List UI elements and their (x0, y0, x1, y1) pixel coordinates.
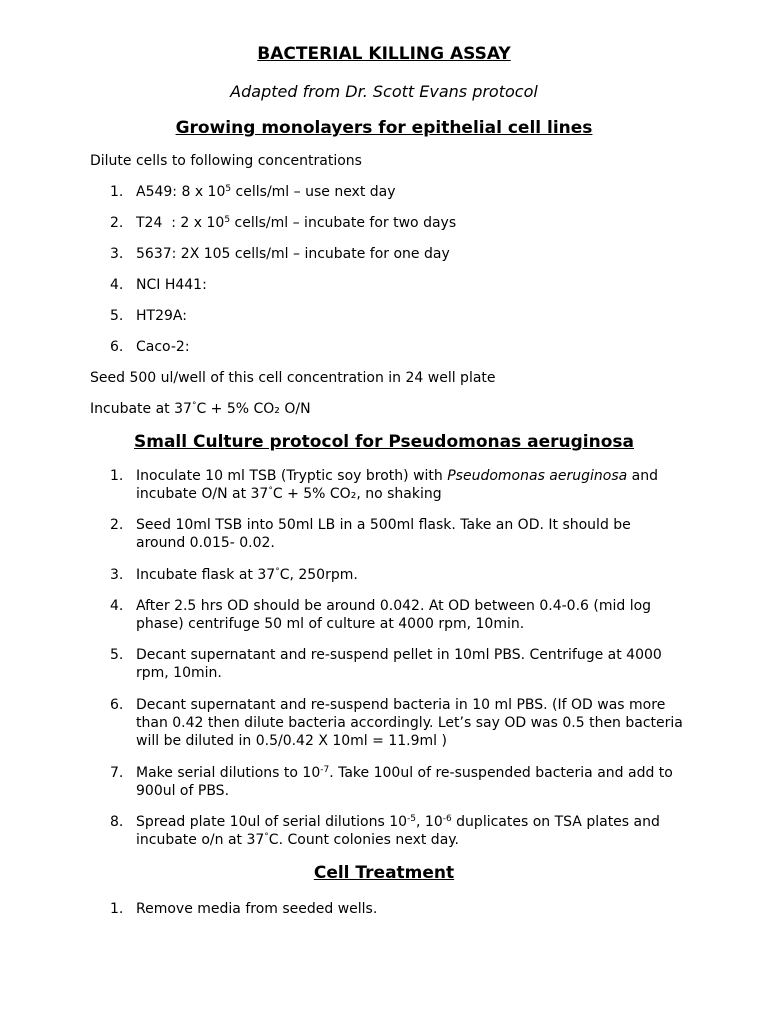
list-number: 4. (110, 277, 124, 293)
list-text: Decant supernatant and re-suspend pellet in 10ml PBS. Centrifuge at 4000 rpm, 10min. (136, 647, 662, 681)
list-text: Make serial dilutions to $10^{-7}$. Take 100ul of re-suspended bacteria and add to 900ul of PBS. (136, 765, 673, 799)
intro-text: Dilute cells to following concentrations (90, 153, 362, 169)
incubate-text: Incubate at 37°C + 5% CO₂ O/N (90, 401, 311, 417)
list-number: 2. (110, 215, 124, 231)
section-heading-monolayers: Growing monolayers for epithelial cell lines (175, 118, 593, 138)
list-number: 2. (110, 517, 124, 533)
section-heading-pseudomonas: Small Culture protocol for Pseudomonas aeruginosa (133, 432, 634, 452)
list-number: 3. (110, 567, 124, 583)
list-text: 5637: 2X 105 cells/ml – incubate for one day (136, 246, 450, 262)
seed-text: Seed 500 ul/well of this cell concentration in 24 well plate (90, 370, 496, 386)
list-text: T24 : 2 x $10^5$ cells/ml – incubate for two days (136, 215, 457, 231)
list-text: HT29A: (136, 308, 187, 324)
list-text: NCI H441: (136, 277, 207, 293)
list-text: A549: 8 x $10^5$ cells/ml – use next day (136, 184, 396, 200)
list-text: After 2.5 hrs OD should be around 0.042. At OD between 0.4-0.6 (mid log phase) centrifuge 50 ml of culture at 4000 rpm, 10min. (136, 598, 652, 632)
list-text: Seed 10ml TSB into 50ml LB in a 500ml flask. Take an OD. It should be around 0.015- 0.02. (136, 517, 631, 551)
list-text: Decant supernatant and re-suspend bacteria in 10 ml PBS. (If OD was more than 0.42 then dilute bacteria accordingly. Let’s say OD was 0.5 then bacteria will be diluted in 0.5/0.42 X 10ml = 11.9ml ) (136, 697, 683, 749)
list-number: 1. (110, 468, 124, 484)
list-number: 1. (110, 184, 124, 200)
document-subtitle: Adapted from Dr. Scott Evans protocol (230, 82, 538, 101)
list-number: 4. (110, 598, 124, 614)
list-number: 1. (110, 901, 124, 917)
list-text: Incubate flask at 37°C, 250rpm. (136, 567, 358, 583)
list-text: Remove media from seeded wells. (136, 901, 378, 917)
list-number: 5. (110, 647, 124, 663)
list-number: 6. (110, 697, 124, 713)
list-number: 7. (110, 765, 124, 781)
section-heading-cell-treatment: Cell Treatment (313, 863, 455, 883)
list-text: Spread plate 10ul of serial dilutions $10^{-5}$, $10^{-6}$ duplicates on TSA plates and incubate o/n at 37°C. Count colonies next day. (136, 814, 660, 848)
list-number: 8. (110, 814, 124, 830)
list-number: 6. (110, 339, 124, 355)
list-number: 3. (110, 246, 124, 262)
list-number: 5. (110, 308, 124, 324)
list-text: Inoculate 10 ml TSB (Tryptic soy broth) with Pseudomonas aeruginosa and incubate O/N at 37°C + 5% CO₂, no shaking (136, 468, 659, 502)
list-text: Caco-2: (136, 339, 190, 355)
document-title: BACTERIAL KILLING ASSAY (257, 44, 511, 64)
